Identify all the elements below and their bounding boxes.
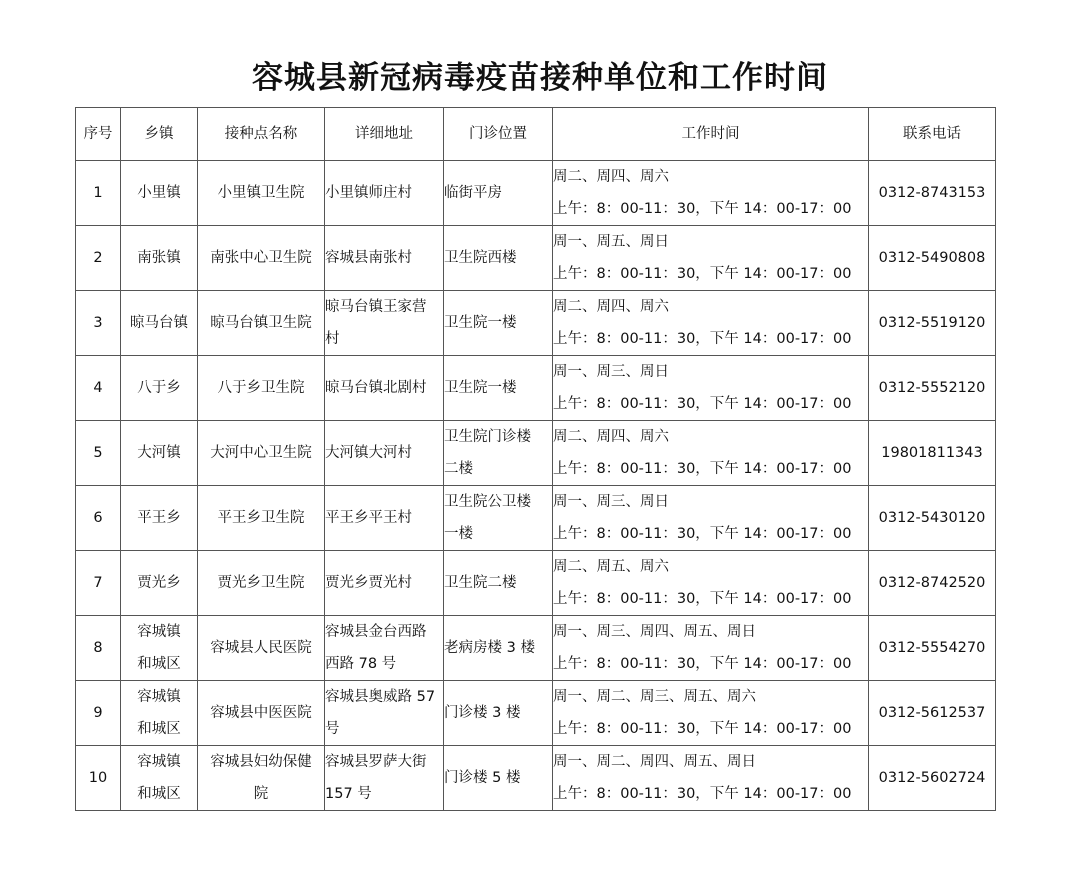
phone-cell: 0312-5490808 bbox=[869, 226, 996, 291]
header-hours: 工作时间 bbox=[553, 108, 869, 161]
table-body bbox=[76, 161, 996, 811]
site-name-cell bbox=[198, 681, 325, 746]
address-cell bbox=[325, 681, 444, 746]
phone-cell: 0312-5552120 bbox=[869, 356, 996, 421]
cell-line: 容城县罗萨大街 bbox=[325, 754, 427, 770]
work-time: 上午：8：00-11：30，下午 14：00-17：00 bbox=[553, 396, 852, 412]
row-number: 10 bbox=[76, 746, 121, 811]
site-name-cell bbox=[198, 291, 325, 356]
cell-line: 晾马台镇王家营 bbox=[325, 299, 427, 315]
work-days: 周二、周四、周六 bbox=[553, 299, 669, 315]
cell-line: 临街平房 bbox=[444, 185, 502, 201]
phone-cell: 0312-5612537 bbox=[869, 681, 996, 746]
work-time: 上午：8：00-11：30，下午 14：00-17：00 bbox=[553, 526, 852, 542]
row-number: 4 bbox=[76, 356, 121, 421]
cell-line: 村 bbox=[325, 331, 340, 347]
address-cell bbox=[325, 226, 444, 291]
table-row bbox=[76, 681, 996, 746]
work-time: 上午：8：00-11：30，下午 14：00-17：00 bbox=[553, 591, 852, 607]
header-phone: 联系电话 bbox=[869, 108, 996, 161]
cell-line: 卫生院二楼 bbox=[444, 575, 517, 591]
cell-line: 卫生院西楼 bbox=[444, 250, 517, 266]
clinic-location-cell bbox=[444, 291, 553, 356]
row-number: 9 bbox=[76, 681, 121, 746]
work-hours-cell bbox=[553, 486, 869, 551]
row-number: 1 bbox=[76, 161, 121, 226]
work-days: 周一、周三、周四、周五、周日 bbox=[553, 624, 756, 640]
cell-line: 西路 78 号 bbox=[325, 656, 397, 672]
cell-line: 容城镇 bbox=[137, 689, 181, 705]
header-clinic: 门诊位置 bbox=[444, 108, 553, 161]
work-time: 上午：8：00-11：30，下午 14：00-17：00 bbox=[553, 461, 852, 477]
town-cell bbox=[121, 616, 198, 681]
phone-cell: 0312-8742520 bbox=[869, 551, 996, 616]
row-number: 5 bbox=[76, 421, 121, 486]
address-cell bbox=[325, 421, 444, 486]
table-row bbox=[76, 161, 996, 226]
cell-line: 卫生院一楼 bbox=[444, 380, 517, 396]
table-row bbox=[76, 421, 996, 486]
work-hours-cell bbox=[553, 226, 869, 291]
cell-line: 门诊楼 3 楼 bbox=[444, 705, 521, 721]
cell-line: 容城县中医医院 bbox=[210, 705, 312, 721]
phone-cell: 0312-5602724 bbox=[869, 746, 996, 811]
work-hours-cell bbox=[553, 746, 869, 811]
work-days: 周一、周二、周四、周五、周日 bbox=[553, 754, 756, 770]
site-name-cell bbox=[198, 486, 325, 551]
clinic-location-cell bbox=[444, 161, 553, 226]
table-row bbox=[76, 746, 996, 811]
table-header-row bbox=[76, 108, 996, 161]
table-row bbox=[76, 356, 996, 421]
site-name-cell bbox=[198, 551, 325, 616]
table-row bbox=[76, 616, 996, 681]
cell-line: 容城县妇幼保健 bbox=[210, 754, 312, 770]
cell-line: 晾马台镇卫生院 bbox=[210, 315, 312, 331]
cell-line: 贾光乡 bbox=[137, 575, 181, 591]
address-cell bbox=[325, 486, 444, 551]
address-cell bbox=[325, 161, 444, 226]
clinic-location-cell bbox=[444, 746, 553, 811]
address-cell bbox=[325, 616, 444, 681]
vaccination-schedule-table bbox=[75, 107, 996, 811]
cell-line: 卫生院门诊楼 bbox=[444, 429, 531, 445]
header-address: 详细地址 bbox=[325, 108, 444, 161]
header-site: 接种点名称 bbox=[198, 108, 325, 161]
cell-line: 平王乡 bbox=[137, 510, 181, 526]
cell-line: 和城区 bbox=[137, 786, 181, 802]
phone-cell: 0312-5430120 bbox=[869, 486, 996, 551]
page-title: 容城县新冠病毒疫苗接种单位和工作时间 bbox=[252, 60, 828, 96]
work-days: 周二、周四、周六 bbox=[553, 429, 669, 445]
cell-line: 小里镇卫生院 bbox=[217, 185, 305, 201]
work-hours-cell bbox=[553, 681, 869, 746]
town-cell bbox=[121, 486, 198, 551]
cell-line: 卫生院公卫楼 bbox=[444, 494, 531, 510]
site-name-cell bbox=[198, 746, 325, 811]
row-number: 7 bbox=[76, 551, 121, 616]
table-row bbox=[76, 291, 996, 356]
phone-cell: 0312-5519120 bbox=[869, 291, 996, 356]
town-cell bbox=[121, 291, 198, 356]
clinic-location-cell bbox=[444, 616, 553, 681]
cell-line: 容城镇 bbox=[137, 754, 181, 770]
work-hours-cell bbox=[553, 291, 869, 356]
work-time: 上午：8：00-11：30，下午 14：00-17：00 bbox=[553, 656, 852, 672]
clinic-location-cell bbox=[444, 681, 553, 746]
cell-line: 157 号 bbox=[325, 786, 372, 802]
site-name-cell bbox=[198, 421, 325, 486]
work-hours-cell bbox=[553, 161, 869, 226]
cell-line: 容城镇 bbox=[137, 624, 181, 640]
work-time: 上午：8：00-11：30，下午 14：00-17：00 bbox=[553, 266, 852, 282]
header-town: 乡镇 bbox=[121, 108, 198, 161]
row-number: 8 bbox=[76, 616, 121, 681]
row-number: 2 bbox=[76, 226, 121, 291]
cell-line: 号 bbox=[325, 721, 340, 737]
cell-line: 八于乡 bbox=[137, 380, 181, 396]
cell-line: 院 bbox=[253, 786, 269, 802]
work-hours-cell bbox=[553, 356, 869, 421]
cell-line: 贾光乡卫生院 bbox=[217, 575, 305, 591]
work-hours-cell bbox=[553, 551, 869, 616]
cell-line: 平王乡平王村 bbox=[325, 510, 412, 526]
work-days: 周一、周五、周日 bbox=[553, 234, 669, 250]
site-name-cell bbox=[198, 356, 325, 421]
work-days: 周二、周五、周六 bbox=[553, 559, 669, 575]
work-time: 上午：8：00-11：30，下午 14：00-17：00 bbox=[553, 201, 852, 217]
cell-line: 八于乡卫生院 bbox=[217, 380, 305, 396]
cell-line: 一楼 bbox=[444, 526, 473, 542]
cell-line: 小里镇 bbox=[137, 185, 181, 201]
cell-line: 南张中心卫生院 bbox=[210, 250, 312, 266]
work-days: 周一、周二、周三、周五、周六 bbox=[553, 689, 756, 705]
work-days: 周一、周三、周日 bbox=[553, 494, 669, 510]
phone-cell: 19801811343 bbox=[869, 421, 996, 486]
cell-line: 晾马台镇北剧村 bbox=[325, 380, 427, 396]
cell-line: 南张镇 bbox=[137, 250, 181, 266]
town-cell bbox=[121, 746, 198, 811]
town-cell bbox=[121, 356, 198, 421]
work-hours-cell bbox=[553, 421, 869, 486]
cell-line: 和城区 bbox=[137, 721, 181, 737]
cell-line: 门诊楼 5 楼 bbox=[444, 770, 521, 786]
clinic-location-cell bbox=[444, 551, 553, 616]
cell-line: 容城县金台西路 bbox=[325, 624, 427, 640]
header-no: 序号 bbox=[76, 108, 121, 161]
cell-line: 平王乡卫生院 bbox=[217, 510, 305, 526]
town-cell bbox=[121, 226, 198, 291]
work-hours-cell bbox=[553, 616, 869, 681]
work-time: 上午：8：00-11：30，下午 14：00-17：00 bbox=[553, 786, 852, 802]
cell-line: 大河中心卫生院 bbox=[210, 445, 312, 461]
cell-line: 老病房楼 3 楼 bbox=[444, 640, 535, 656]
row-number: 3 bbox=[76, 291, 121, 356]
cell-line: 大河镇 bbox=[137, 445, 181, 461]
clinic-location-cell bbox=[444, 226, 553, 291]
site-name-cell bbox=[198, 616, 325, 681]
site-name-cell bbox=[198, 161, 325, 226]
site-name-cell bbox=[198, 226, 325, 291]
cell-line: 容城县人民医院 bbox=[210, 640, 312, 656]
cell-line: 晾马台镇 bbox=[130, 315, 188, 331]
clinic-location-cell bbox=[444, 486, 553, 551]
phone-cell: 0312-8743153 bbox=[869, 161, 996, 226]
address-cell bbox=[325, 291, 444, 356]
cell-line: 二楼 bbox=[444, 461, 473, 477]
work-days: 周二、周四、周六 bbox=[553, 169, 669, 185]
cell-line: 和城区 bbox=[137, 656, 181, 672]
cell-line: 卫生院一楼 bbox=[444, 315, 517, 331]
cell-line: 容城县南张村 bbox=[325, 250, 412, 266]
phone-cell: 0312-5554270 bbox=[869, 616, 996, 681]
work-time: 上午：8：00-11：30，下午 14：00-17：00 bbox=[553, 331, 852, 347]
clinic-location-cell bbox=[444, 421, 553, 486]
town-cell bbox=[121, 161, 198, 226]
cell-line: 贾光乡贾光村 bbox=[325, 575, 412, 591]
row-number: 6 bbox=[76, 486, 121, 551]
address-cell bbox=[325, 356, 444, 421]
table-row bbox=[76, 486, 996, 551]
town-cell bbox=[121, 551, 198, 616]
address-cell bbox=[325, 746, 444, 811]
table-row bbox=[76, 551, 996, 616]
town-cell bbox=[121, 421, 198, 486]
cell-line: 小里镇师庄村 bbox=[325, 185, 412, 201]
table-row bbox=[76, 226, 996, 291]
address-cell bbox=[325, 551, 444, 616]
work-days: 周一、周三、周日 bbox=[553, 364, 669, 380]
town-cell bbox=[121, 681, 198, 746]
work-time: 上午：8：00-11：30，下午 14：00-17：00 bbox=[553, 721, 852, 737]
clinic-location-cell bbox=[444, 356, 553, 421]
cell-line: 大河镇大河村 bbox=[325, 445, 412, 461]
cell-line: 容城县奥威路 57 bbox=[325, 689, 436, 705]
